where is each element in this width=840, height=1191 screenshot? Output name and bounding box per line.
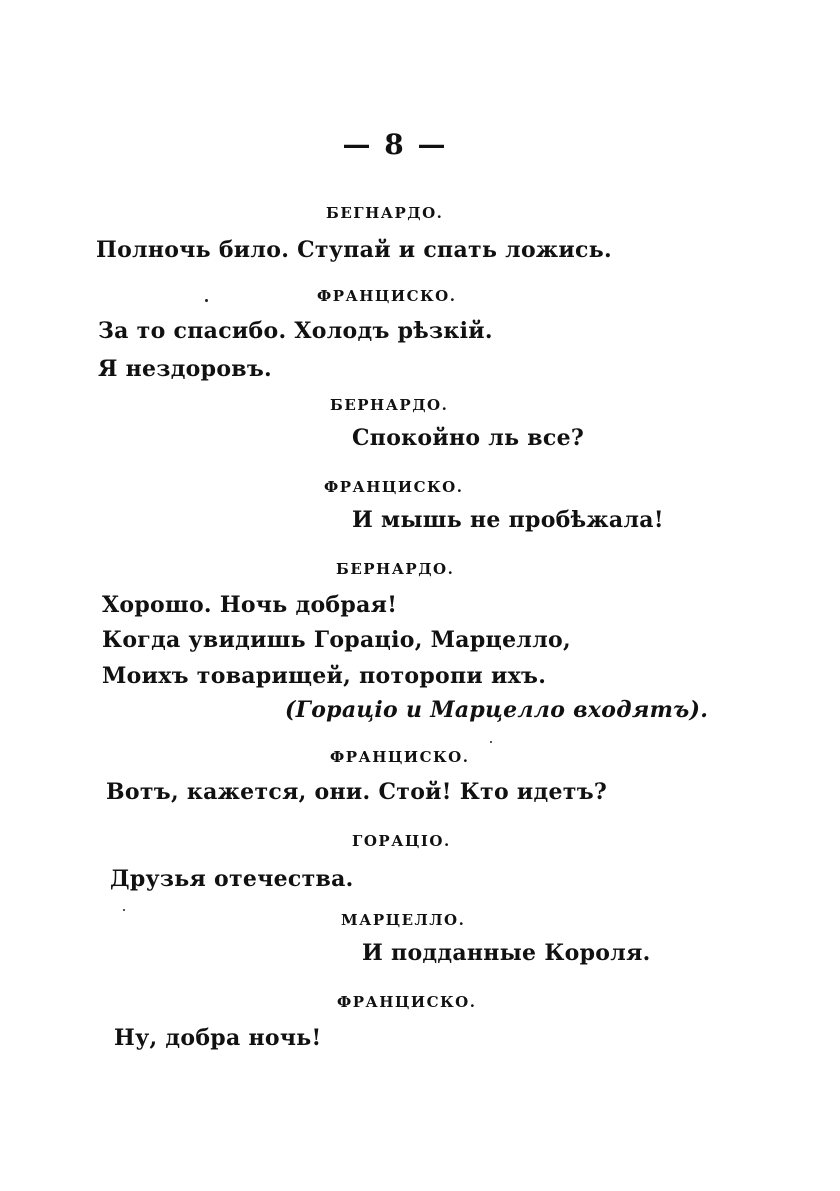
dialogue-line: Друзья отечества. [110,866,354,892]
dialogue-line: Моихъ товарищей, поторопи ихъ. [102,663,547,689]
dialogue-line: И мышь не пробѣжала! [352,507,664,533]
dialogue-line: За то спасибо. Холодъ рѣзкій. [98,318,493,344]
speaker-name: ГОРАЦIО. [352,832,451,850]
speaker-name: ФРАНЦИСКО. [330,748,470,766]
dialogue-line: Полночь било. Ступай и спать ложись. [96,237,612,263]
dialogue-line: Когда увидишь Горацiо, Марцелло, [102,627,571,653]
speaker-name: БЕГНАРДО. [326,204,444,222]
ink-speck [123,909,125,911]
ink-speck [490,741,492,743]
speaker-name: ФРАНЦИСКО. [324,478,464,496]
dialogue-line: Спокойно ль все? [352,425,585,451]
dialogue-line: Я нездоровъ. [98,356,273,382]
ink-speck [205,299,208,302]
page-number: — 8 — [342,128,448,161]
speaker-name: ФРАНЦИСКО. [317,287,457,305]
dialogue-line: Ну, добра ночь! [114,1025,322,1051]
speaker-name: БЕРНАРДО. [336,560,455,578]
dialogue-line: Хорошо. Ночь добрая! [102,592,398,618]
speaker-name: МАРЦЕЛЛО. [341,911,466,929]
dialogue-line: И подданные Короля. [362,940,651,966]
dialogue-line: Вотъ, кажется, они. Стой! Кто идетъ? [106,779,608,805]
stage-direction: (Горацiо и Марцелло входятъ). [285,697,709,723]
speaker-name: БЕРНАРДО. [330,396,449,414]
speaker-name: ФРАНЦИСКО. [337,993,477,1011]
